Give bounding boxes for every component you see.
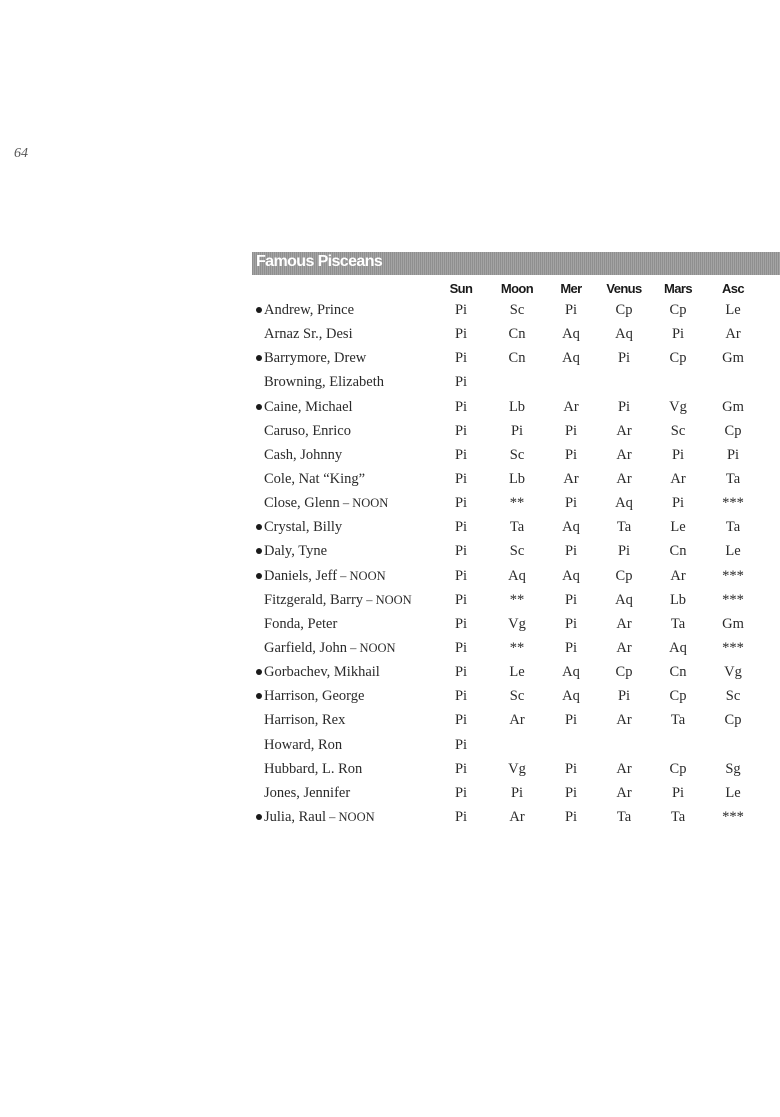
person-name	[264, 302, 354, 319]
cell-mars: Ta	[670, 615, 686, 632]
cell-sun: Pi	[454, 519, 468, 536]
person-name-text: Browning, Elizabeth	[264, 374, 385, 391]
cell-mer: Pi	[564, 808, 578, 825]
cell-mer: Aq	[562, 664, 580, 681]
noon-note: – NOON	[337, 568, 386, 583]
table-row	[0, 589, 780, 613]
person-name-text: Caine, Michael	[264, 398, 353, 415]
cell-mars: Pi	[671, 446, 685, 463]
person-name-text: Jones, Jennifer	[264, 784, 351, 801]
cell-moon: Ta	[509, 519, 525, 536]
cell-mars: Cp	[669, 350, 687, 367]
cell-moon: Vg	[508, 760, 526, 777]
table-row	[0, 299, 780, 323]
person-name	[264, 374, 384, 391]
cell-sun: Pi	[454, 664, 468, 681]
cell-sun: Pi	[454, 422, 468, 439]
cell-moon: Sc	[509, 543, 525, 560]
cell-asc: Ar	[725, 326, 741, 343]
bullet-icon	[256, 307, 262, 313]
cell-sun: Pi	[454, 398, 468, 415]
cell-venus: Ar	[616, 446, 632, 463]
bullet-icon	[256, 669, 262, 675]
person-name-text: Cole, Nat “King”	[264, 470, 366, 487]
bullet-icon	[256, 573, 262, 579]
table-row	[0, 468, 780, 492]
cell-asc: ***	[722, 567, 744, 584]
cell-moon: Sc	[509, 446, 525, 463]
bullet-icon	[256, 693, 262, 699]
cell-venus: Cp	[615, 664, 633, 681]
cell-venus: Pi	[617, 543, 631, 560]
cell-mars: Cp	[669, 760, 687, 777]
person-name	[264, 737, 342, 754]
cell-mer: Pi	[564, 446, 578, 463]
cell-mer: Pi	[564, 784, 578, 801]
table-row	[0, 806, 780, 830]
cell-venus: Aq	[615, 326, 633, 343]
person-name-text: Crystal, Billy	[264, 519, 343, 536]
cell-mer: Pi	[564, 591, 578, 608]
table-row	[0, 396, 780, 420]
cell-asc: Cp	[724, 422, 742, 439]
person-name	[264, 399, 353, 416]
cell-mars: Vg	[669, 398, 687, 415]
person-name-text: Harrison, George	[264, 688, 365, 705]
person-name	[264, 423, 351, 440]
cell-asc: ***	[722, 591, 744, 608]
cell-asc: ***	[722, 639, 744, 656]
cell-asc: Le	[725, 543, 741, 560]
cell-sun: Pi	[454, 374, 468, 391]
person-name-text: Howard, Ron	[264, 736, 343, 753]
cell-asc: Gm	[722, 615, 744, 632]
cell-mars: Lb	[669, 591, 687, 608]
person-name-text: Daly, Tyne	[264, 543, 328, 560]
cell-asc: Sg	[725, 760, 741, 777]
table-title-banner	[252, 252, 780, 275]
table-row	[0, 613, 780, 637]
person-name	[264, 447, 342, 464]
person-name-text: Fitzgerald, Barry	[264, 591, 364, 608]
cell-mer: Ar	[563, 470, 579, 487]
cell-mars: Cn	[669, 664, 687, 681]
table-row	[0, 637, 780, 661]
cell-moon: Aq	[508, 567, 526, 584]
person-name	[264, 471, 365, 488]
person-name	[264, 785, 350, 802]
cell-moon: Cn	[508, 350, 526, 367]
column-header-venus: Venus	[606, 281, 642, 296]
cell-asc: Gm	[722, 350, 744, 367]
person-name	[264, 616, 337, 633]
table-row	[0, 323, 780, 347]
cell-mer: Aq	[562, 350, 580, 367]
table-row	[0, 444, 780, 468]
cell-venus: Ar	[616, 615, 632, 632]
cell-mars: Ta	[670, 712, 686, 729]
table-header	[0, 281, 780, 299]
noon-note: – NOON	[363, 592, 412, 607]
person-name-text: Caruso, Enrico	[264, 422, 351, 439]
person-name-text: Harrison, Rex	[264, 712, 346, 729]
cell-moon: Lb	[508, 470, 526, 487]
cell-mars: Le	[670, 519, 686, 536]
cell-mer: Pi	[564, 639, 578, 656]
table-row	[0, 758, 780, 782]
cell-mars: Cn	[669, 543, 687, 560]
cell-sun: Pi	[454, 470, 468, 487]
person-name	[264, 712, 345, 729]
cell-mer: Pi	[564, 543, 578, 560]
person-name	[264, 495, 388, 512]
person-name	[264, 519, 342, 536]
bullet-icon	[256, 548, 262, 554]
cell-mars: Sc	[670, 422, 686, 439]
table-row	[0, 565, 780, 589]
table-row	[0, 347, 780, 371]
cell-venus: Aq	[615, 495, 633, 512]
cell-sun: Pi	[454, 326, 468, 343]
cell-venus: Pi	[617, 350, 631, 367]
cell-asc: Gm	[722, 398, 744, 415]
cell-sun: Pi	[454, 615, 468, 632]
cell-venus: Pi	[617, 688, 631, 705]
person-name-text: Arnaz Sr., Desi	[264, 326, 353, 343]
cell-mars: Ar	[670, 470, 686, 487]
cell-mer: Aq	[562, 519, 580, 536]
cell-sun: Pi	[454, 784, 468, 801]
person-name-text: Fonda, Peter	[264, 615, 338, 632]
cell-venus: Pi	[617, 398, 631, 415]
cell-venus: Ar	[616, 639, 632, 656]
cell-sun: Pi	[454, 736, 468, 753]
cell-moon: Ar	[509, 712, 525, 729]
cell-asc: ***	[722, 808, 744, 825]
cell-mars: Pi	[671, 784, 685, 801]
noon-note: – NOON	[326, 809, 375, 824]
cell-sun: Pi	[454, 350, 468, 367]
table-row	[0, 492, 780, 516]
cell-asc: Sc	[725, 688, 741, 705]
person-name	[264, 664, 380, 681]
person-name-text: Cash, Johnny	[264, 446, 343, 463]
cell-venus: Cp	[615, 567, 633, 584]
cell-mars: Pi	[671, 326, 685, 343]
cell-mer: Aq	[562, 688, 580, 705]
cell-venus: Ar	[616, 712, 632, 729]
cell-mer: Pi	[564, 615, 578, 632]
person-name-text: Hubbard, L. Ron	[264, 760, 363, 777]
cell-moon: Sc	[509, 688, 525, 705]
table-row	[0, 420, 780, 444]
noon-note: – NOON	[339, 496, 389, 511]
cell-moon: **	[509, 495, 525, 512]
person-name	[264, 809, 375, 826]
person-name	[264, 688, 364, 705]
column-header-sun: Sun	[449, 281, 473, 296]
cell-sun: Pi	[454, 639, 468, 656]
cell-asc: Le	[725, 784, 741, 801]
cell-venus: Ar	[616, 760, 632, 777]
cell-moon: Sc	[509, 302, 525, 318]
cell-sun: Pi	[454, 760, 468, 777]
person-name-text: Andrew, Prince	[264, 302, 355, 318]
cell-venus: Ta	[616, 808, 632, 825]
person-name-text: Julia, Raul	[264, 808, 327, 825]
cell-moon: Pi	[510, 422, 524, 439]
cell-mer: Pi	[564, 422, 578, 439]
bullet-icon	[256, 524, 262, 530]
cell-asc: Le	[725, 302, 741, 318]
cell-venus: Aq	[615, 591, 633, 608]
person-name	[264, 761, 362, 778]
table-row	[0, 371, 780, 395]
column-header-asc: Asc	[721, 281, 745, 296]
cell-moon: **	[509, 639, 525, 656]
column-header-mer: Mer	[560, 281, 582, 296]
cell-moon: **	[509, 591, 525, 608]
page-number: 64	[14, 146, 28, 161]
cell-sun: Pi	[454, 495, 468, 512]
bullet-icon	[256, 355, 262, 361]
cell-mer: Pi	[564, 495, 578, 512]
cell-sun: Pi	[454, 808, 468, 825]
cell-asc: Vg	[724, 664, 742, 681]
cell-asc: Pi	[726, 446, 740, 463]
person-name-text: Close, Glenn	[264, 495, 340, 512]
person-name	[264, 326, 353, 343]
cell-asc: Cp	[724, 712, 742, 729]
table-row	[0, 540, 780, 564]
cell-mer: Pi	[564, 302, 578, 318]
person-name	[264, 592, 412, 609]
cell-moon: Le	[509, 664, 525, 681]
cell-venus: Ar	[616, 784, 632, 801]
cell-mars: Aq	[669, 639, 687, 656]
cell-venus: Cp	[615, 302, 633, 318]
table-row	[0, 516, 780, 540]
cell-sun: Pi	[454, 712, 468, 729]
noon-note: – NOON	[346, 640, 396, 655]
cell-moon: Ar	[509, 808, 525, 825]
person-name	[264, 568, 386, 585]
person-name	[264, 350, 366, 367]
cell-sun: Pi	[454, 688, 468, 705]
person-name-text: Daniels, Jeff	[264, 567, 338, 584]
cell-sun: Pi	[454, 567, 468, 584]
person-name-text: Gorbachev, Mikhail	[264, 664, 380, 681]
cell-asc: ***	[722, 495, 744, 512]
cell-mars: Cp	[669, 688, 687, 705]
column-header-moon: Moon	[500, 281, 534, 296]
cell-asc: Ta	[725, 519, 741, 536]
cell-mars: Ta	[670, 808, 686, 825]
table-row	[0, 685, 780, 709]
cell-venus: Ta	[616, 519, 632, 536]
cell-moon: Vg	[508, 615, 526, 632]
table-body	[0, 299, 780, 830]
bullet-icon	[256, 814, 262, 820]
table-row	[0, 782, 780, 806]
cell-moon: Pi	[510, 784, 524, 801]
cell-mer: Pi	[564, 712, 578, 729]
person-name-text: Barrymore, Drew	[264, 350, 367, 367]
cell-mer: Ar	[563, 398, 579, 415]
person-name-text: Garfield, John	[264, 639, 347, 656]
table-row	[0, 734, 780, 758]
cell-mer: Aq	[562, 326, 580, 343]
table-title: Famous Pisceans	[256, 253, 383, 270]
cell-mars: Cp	[669, 302, 687, 318]
person-name	[264, 543, 327, 560]
cell-sun: Pi	[454, 302, 468, 318]
cell-mars: Ar	[670, 567, 686, 584]
person-name	[264, 640, 396, 657]
cell-sun: Pi	[454, 591, 468, 608]
cell-moon: Cn	[508, 326, 526, 343]
table-row	[0, 661, 780, 685]
cell-venus: Ar	[616, 470, 632, 487]
bullet-icon	[256, 404, 262, 410]
cell-mars: Pi	[671, 495, 685, 512]
cell-sun: Pi	[454, 446, 468, 463]
cell-mer: Pi	[564, 760, 578, 777]
cell-asc: Ta	[725, 470, 741, 487]
cell-sun: Pi	[454, 543, 468, 560]
cell-venus: Ar	[616, 422, 632, 439]
table-row	[0, 709, 780, 733]
cell-mer: Aq	[562, 567, 580, 584]
cell-moon: Lb	[508, 398, 526, 415]
column-header-mars: Mars	[664, 281, 692, 296]
